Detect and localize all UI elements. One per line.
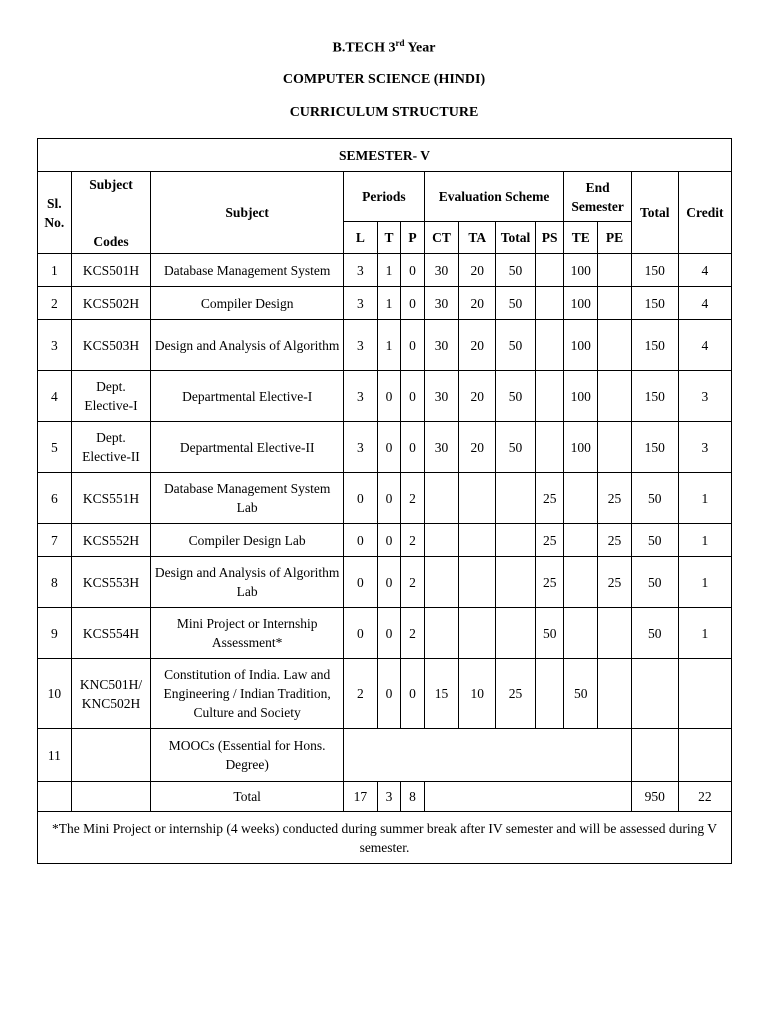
cell-pe bbox=[598, 371, 632, 422]
cell-subject: Design and Analysis of Algorithm bbox=[151, 320, 344, 371]
cell-ps bbox=[535, 659, 564, 729]
cell-te bbox=[564, 608, 598, 659]
cell-subject: Constitution of India. Law and Engineering / Indian Tradition, Culture and Society bbox=[151, 659, 344, 729]
table-row bbox=[38, 320, 732, 371]
curriculum-table bbox=[37, 138, 732, 864]
header-total: Total bbox=[631, 172, 678, 254]
cell-total: 150 bbox=[631, 287, 678, 320]
cell-pe bbox=[598, 287, 632, 320]
cell-total: 50 bbox=[631, 608, 678, 659]
cell-eval-total: 25 bbox=[496, 659, 536, 729]
cell-te: 100 bbox=[564, 371, 598, 422]
cell-l: 3 bbox=[344, 320, 378, 371]
cell-ps: 50 bbox=[535, 608, 564, 659]
cell-ta bbox=[459, 473, 496, 524]
header-end-semester: End Semester bbox=[564, 172, 631, 222]
cell-ct bbox=[424, 557, 459, 608]
cell-subject: Compiler Design Lab bbox=[151, 524, 344, 557]
cell-t: 0 bbox=[377, 557, 400, 608]
cell-code: KCS553H bbox=[71, 557, 151, 608]
table-row bbox=[38, 659, 732, 729]
total-label: Total bbox=[151, 782, 344, 812]
cell-total bbox=[631, 729, 678, 782]
cell-sl: 5 bbox=[38, 422, 72, 473]
cell-total: 50 bbox=[631, 524, 678, 557]
cell-total: 150 bbox=[631, 254, 678, 287]
cell-eval-total bbox=[496, 608, 536, 659]
cell-p: 2 bbox=[401, 608, 424, 659]
page-title-line1: B.TECH 3rd Year bbox=[332, 38, 436, 56]
cell-credit: 4 bbox=[678, 254, 731, 287]
cell-ct: 30 bbox=[424, 254, 459, 287]
table-row bbox=[38, 371, 732, 422]
cell-empty-span bbox=[344, 729, 632, 782]
cell-credit: 3 bbox=[678, 371, 731, 422]
total-p: 8 bbox=[401, 782, 424, 812]
cell-sl: 10 bbox=[38, 659, 72, 729]
cell-credit bbox=[678, 729, 731, 782]
cell-credit: 1 bbox=[678, 473, 731, 524]
cell-p: 2 bbox=[401, 473, 424, 524]
cell-ct: 30 bbox=[424, 320, 459, 371]
cell-p: 0 bbox=[401, 422, 424, 473]
header-credit: Credit bbox=[678, 172, 731, 254]
cell-p: 0 bbox=[401, 371, 424, 422]
cell-ps bbox=[535, 371, 564, 422]
header-ps: PS bbox=[535, 222, 564, 254]
cell-total: 150 bbox=[631, 371, 678, 422]
page-title-line2: COMPUTER SCIENCE (HINDI) bbox=[282, 72, 486, 87]
cell-eval-total: 50 bbox=[496, 371, 536, 422]
cell-subject: Departmental Elective-II bbox=[151, 422, 344, 473]
cell-p: 0 bbox=[401, 320, 424, 371]
cell-subject: Compiler Design bbox=[151, 287, 344, 320]
cell-sl: 9 bbox=[38, 608, 72, 659]
table-row bbox=[38, 422, 732, 473]
cell-code: Dept. Elective-II bbox=[71, 422, 151, 473]
cell-ps bbox=[535, 287, 564, 320]
cell-pe bbox=[598, 254, 632, 287]
cell-ps bbox=[535, 422, 564, 473]
cell-p: 2 bbox=[401, 557, 424, 608]
header-evaluation-scheme: Evaluation Scheme bbox=[424, 172, 564, 222]
cell-code: KCS552H bbox=[71, 524, 151, 557]
cell-t: 0 bbox=[377, 371, 400, 422]
cell-subject: Database Management System Lab bbox=[151, 473, 344, 524]
cell-code bbox=[71, 782, 151, 812]
cell-sl: 7 bbox=[38, 524, 72, 557]
cell-code: KCS503H bbox=[71, 320, 151, 371]
cell-eval-total bbox=[496, 557, 536, 608]
cell-subject: Database Management System bbox=[151, 254, 344, 287]
cell-credit bbox=[678, 659, 731, 729]
cell-credit: 3 bbox=[678, 422, 731, 473]
cell-l: 0 bbox=[344, 608, 378, 659]
cell-credit: 1 bbox=[678, 557, 731, 608]
cell-t: 0 bbox=[377, 524, 400, 557]
cell-sl: 3 bbox=[38, 320, 72, 371]
header-eval-total: Total bbox=[496, 222, 536, 254]
cell-l: 0 bbox=[344, 524, 378, 557]
cell-empty-span bbox=[424, 782, 631, 812]
cell-te: 100 bbox=[564, 287, 598, 320]
cell-l: 2 bbox=[344, 659, 378, 729]
cell-ps: 25 bbox=[535, 524, 564, 557]
cell-eval-total: 50 bbox=[496, 320, 536, 371]
table-row bbox=[38, 254, 732, 287]
total-t: 3 bbox=[377, 782, 400, 812]
cell-pe: 25 bbox=[598, 473, 632, 524]
cell-te: 100 bbox=[564, 320, 598, 371]
cell-ta: 20 bbox=[459, 287, 496, 320]
cell-sl: 6 bbox=[38, 473, 72, 524]
cell-subject: Design and Analysis of Algorithm Lab bbox=[151, 557, 344, 608]
cell-ta: 20 bbox=[459, 320, 496, 371]
cell-eval-total bbox=[496, 524, 536, 557]
cell-l: 3 bbox=[344, 287, 378, 320]
header-t: T bbox=[377, 222, 400, 254]
cell-sl: 4 bbox=[38, 371, 72, 422]
cell-pe bbox=[598, 608, 632, 659]
cell-ta: 20 bbox=[459, 371, 496, 422]
cell-l: 3 bbox=[344, 254, 378, 287]
cell-ct bbox=[424, 473, 459, 524]
cell-sl: 8 bbox=[38, 557, 72, 608]
cell-ps: 25 bbox=[535, 557, 564, 608]
cell-ta bbox=[459, 557, 496, 608]
footnote: *The Mini Project or internship (4 weeks) conducted during summer break after IV semester and will be assessed during V semester. bbox=[38, 812, 732, 864]
cell-pe: 25 bbox=[598, 524, 632, 557]
page-title-line3: CURRICULUM STRUCTURE bbox=[289, 105, 479, 120]
cell-t: 0 bbox=[377, 659, 400, 729]
total-credit: 22 bbox=[678, 782, 731, 812]
table-row bbox=[38, 608, 732, 659]
cell-l: 3 bbox=[344, 371, 378, 422]
cell-p: 0 bbox=[401, 659, 424, 729]
cell-te: 50 bbox=[564, 659, 598, 729]
cell-te: 100 bbox=[564, 254, 598, 287]
header-periods: Periods bbox=[344, 172, 425, 222]
total-row bbox=[38, 782, 732, 812]
cell-sl: 11 bbox=[38, 729, 72, 782]
header-ct: CT bbox=[424, 222, 459, 254]
cell-ta bbox=[459, 608, 496, 659]
cell-ta: 20 bbox=[459, 254, 496, 287]
cell-t: 0 bbox=[377, 422, 400, 473]
cell-code: KCS551H bbox=[71, 473, 151, 524]
semester-title: SEMESTER- V bbox=[38, 139, 732, 172]
table-row bbox=[38, 524, 732, 557]
cell-te bbox=[564, 473, 598, 524]
cell-te bbox=[564, 524, 598, 557]
cell-credit: 1 bbox=[678, 524, 731, 557]
cell-credit: 4 bbox=[678, 287, 731, 320]
cell-code: Dept. Elective-I bbox=[71, 371, 151, 422]
cell-total bbox=[631, 659, 678, 729]
cell-ct: 30 bbox=[424, 287, 459, 320]
cell-l: 3 bbox=[344, 422, 378, 473]
header-pe: PE bbox=[598, 222, 632, 254]
cell-t: 0 bbox=[377, 608, 400, 659]
cell-total: 50 bbox=[631, 557, 678, 608]
cell-te bbox=[564, 557, 598, 608]
cell-p: 0 bbox=[401, 287, 424, 320]
cell-subject: MOOCs (Essential for Hons. Degree) bbox=[151, 729, 344, 782]
cell-credit: 1 bbox=[678, 608, 731, 659]
cell-subject: Departmental Elective-I bbox=[151, 371, 344, 422]
cell-pe bbox=[598, 659, 632, 729]
cell-total: 150 bbox=[631, 320, 678, 371]
total-grand: 950 bbox=[631, 782, 678, 812]
cell-ps bbox=[535, 254, 564, 287]
cell-ta bbox=[459, 524, 496, 557]
cell-pe: 25 bbox=[598, 557, 632, 608]
cell-pe bbox=[598, 320, 632, 371]
cell-t: 1 bbox=[377, 320, 400, 371]
header-subject-codes: Subject Codes bbox=[71, 172, 151, 254]
cell-eval-total: 50 bbox=[496, 287, 536, 320]
cell-subject: Mini Project or Internship Assessment* bbox=[151, 608, 344, 659]
cell-code: KNC501H/ KNC502H bbox=[71, 659, 151, 729]
cell-eval-total: 50 bbox=[496, 254, 536, 287]
cell-sl: 2 bbox=[38, 287, 72, 320]
cell-ct: 30 bbox=[424, 371, 459, 422]
cell-l: 0 bbox=[344, 557, 378, 608]
cell-sl: 1 bbox=[38, 254, 72, 287]
header-te: TE bbox=[564, 222, 598, 254]
cell-ct: 30 bbox=[424, 422, 459, 473]
cell-code: KCS502H bbox=[71, 287, 151, 320]
cell-ps bbox=[535, 320, 564, 371]
cell-credit: 4 bbox=[678, 320, 731, 371]
cell-code: KCS554H bbox=[71, 608, 151, 659]
cell-ct bbox=[424, 524, 459, 557]
cell-t: 1 bbox=[377, 287, 400, 320]
cell-eval-total bbox=[496, 473, 536, 524]
cell-total: 150 bbox=[631, 422, 678, 473]
cell-ct: 15 bbox=[424, 659, 459, 729]
header-sl-no: Sl. No. bbox=[38, 172, 72, 254]
header-l: L bbox=[344, 222, 378, 254]
table-row bbox=[38, 729, 732, 782]
header-ta: TA bbox=[459, 222, 496, 254]
table-row bbox=[38, 287, 732, 320]
cell-total: 50 bbox=[631, 473, 678, 524]
cell-te: 100 bbox=[564, 422, 598, 473]
cell-t: 0 bbox=[377, 473, 400, 524]
table-row bbox=[38, 557, 732, 608]
cell-code bbox=[71, 729, 151, 782]
cell-t: 1 bbox=[377, 254, 400, 287]
cell-sl bbox=[38, 782, 72, 812]
cell-ta: 20 bbox=[459, 422, 496, 473]
cell-p: 0 bbox=[401, 254, 424, 287]
cell-pe bbox=[598, 422, 632, 473]
header-subject: Subject bbox=[151, 172, 344, 254]
cell-p: 2 bbox=[401, 524, 424, 557]
cell-ct bbox=[424, 608, 459, 659]
cell-code: KCS501H bbox=[71, 254, 151, 287]
header-p: P bbox=[401, 222, 424, 254]
cell-l: 0 bbox=[344, 473, 378, 524]
cell-ta: 10 bbox=[459, 659, 496, 729]
total-l: 17 bbox=[344, 782, 378, 812]
table-row bbox=[38, 473, 732, 524]
cell-eval-total: 50 bbox=[496, 422, 536, 473]
cell-ps: 25 bbox=[535, 473, 564, 524]
